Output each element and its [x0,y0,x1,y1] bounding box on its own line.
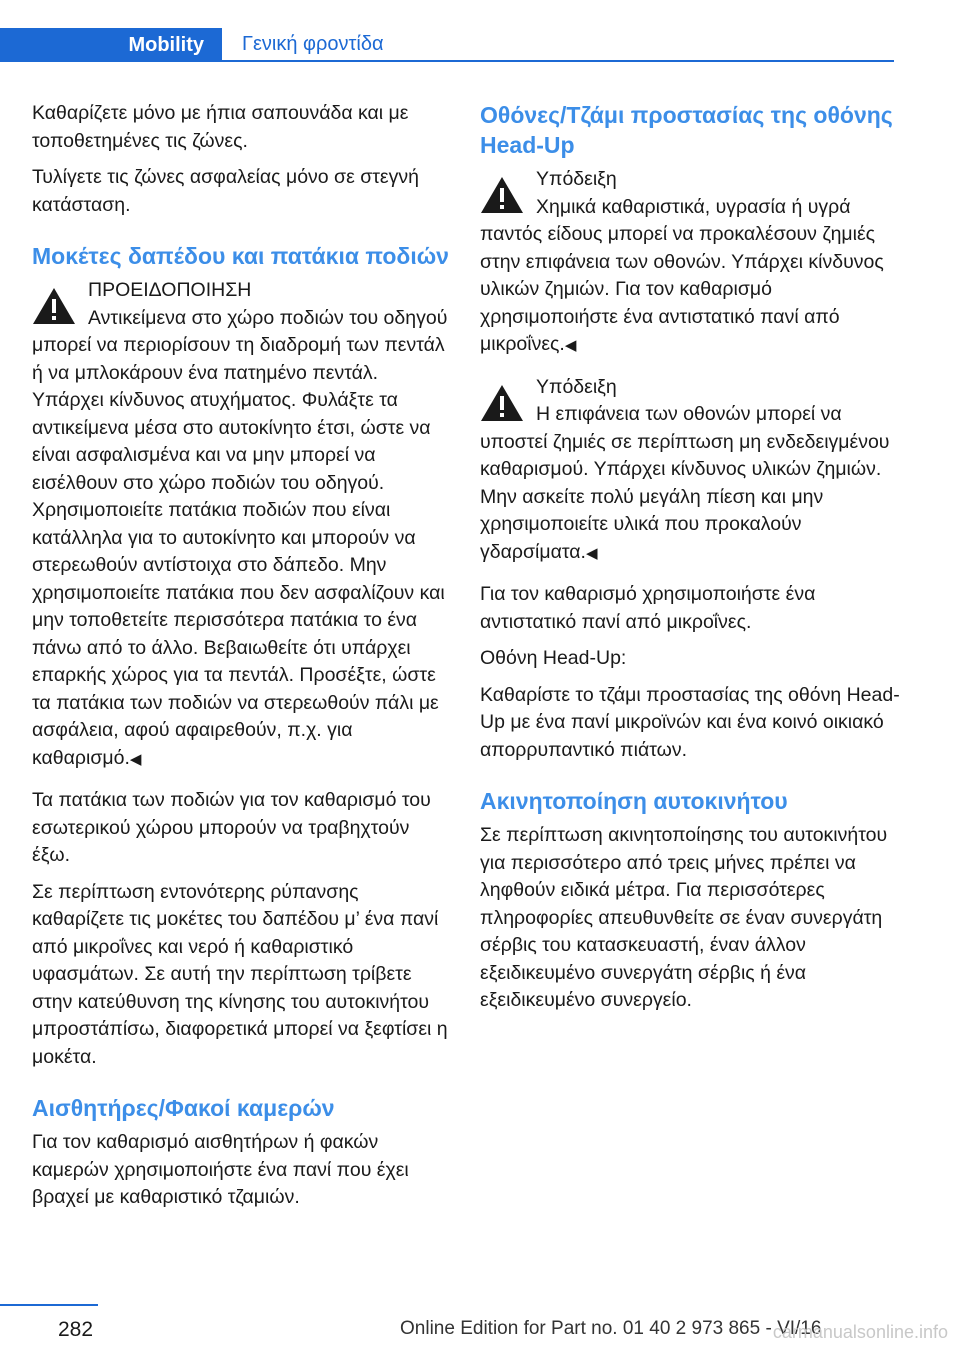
watermark: carmanualsonline.info [772,1322,948,1342]
note-block [480,166,900,360]
paragraph: Τυλίγετε τις ζώνες ασφαλείας μόνο σε στεγνή κατάσταση. [32,166,419,216]
paragraph: Για τον καθαρισμό αισθητήρων ή φακών καμερών χρησιμοποιήστε ένα πανί που έχει βραχεί με καθαριστικό τζαμιών. [32,1131,409,1208]
section-heading-immobilization: Ακινητοποίηση αυτοκινήτου [480,788,788,814]
warning-triangle-icon [32,287,76,325]
end-mark: ◀ [564,337,577,354]
warning-triangle-icon [480,384,524,422]
note-text: Η επιφάνεια των οθονών μπορεί να υποστεί ζημιές σε περίπτωση μη ενδεδειγμένου καθαρισμού. Υπάρχει κίνδυνος υλικών ζημιών. Μην ασκείτε πολύ μεγάλη πίεση και μην χρησιμοποιείτε υλικά που προκαλούν γδαρσίματα.◀ [480,403,890,563]
paragraph: Για τον καθαρισμό χρησιμοποιήστε ένα αντιστατικό πανί από μικροΐνες. [480,583,816,633]
page-number: 282 [58,1318,94,1341]
warning-label: ΠΡΟΕΙΔΟΠΟΙΗΣΗ [88,279,252,301]
left-column [32,100,450,1221]
note-label: Υπόδειξη [536,168,617,190]
end-mark: ◀ [585,544,598,562]
footer-rule [0,1304,98,1306]
section-heading-floor-mats: Μοκέτες δαπέδου και πατάκια ποδιών [32,243,449,269]
edition-text: Online Edition for Part no. 01 40 2 973 865 - VI/16 [400,1318,822,1339]
top-tab-bar [0,0,960,64]
note-label: Υπόδειξη [536,375,617,398]
right-column [480,100,900,1024]
note-text: Χημικά καθαριστικά, υγρασία ή υγρά παντός είδους μπορεί να προκαλέσουν ζημιές στην επιφάνεια των οθονών. Υπάρχει κίνδυνος υλικών ζημιών. Για τον καθαρισμό χρησιμοποιήστε ένα αντιστατικό πανί από μικροΐνες.◀ [480,195,884,355]
paragraph: Καθαρίστε το τζάμι προστασίας της οθόνη Head-Up με ένα πανί μικροϊνών και ένα κοινό οικιακό απορρυπαντικό πιάτων. [480,683,900,761]
note-block [480,374,900,568]
tab-mobility[interactable]: Mobility [0,28,222,62]
warning-text: Αντικείμενα στο χώρο ποδιών του οδηγού μπορεί να περιορίσουν τη διαδρομή των πεντάλ ή να μπλοκάρουν ένα πατημένο πεντάλ. Υπάρχει κίνδυνος ατυχήματος. Φυλάξτε τα αντικείμενα μέσα στο αυτοκίνητο έτσι, ώστε να είναι ασφαλισμένα και να μην μπορεί να εισέλθουν στο χώρο ποδιών του οδηγού. Χρησιμοποιείτε πατάκια ποδιών που είναι κατάλληλα για το αυτοκίνητο και μπορούν να στερεωθούν αντίστοιχα στο δάπεδο. Μην χρησιμοποιείτε πατάκια που δεν ασφαλίζουν και μην τοποθετείτε περισσότερα πατάκια το ένα πάνω από το άλλο. Βεβαιωθείτε ότι υπάρχει επαρκής χώρος για τα πεντάλ. Προσέξτε, ώστε τα πατάκια των ποδιών να στερεωθούν πάλι με ασφάλεια, αφού αφαιρεθούν, π.χ. για καθαρισμό.◀ [32,306,448,769]
section-heading-sensors: Αισθητήρες/Φακοί καμερών [32,1095,335,1121]
paragraph: Οθόνη Head-Up: [480,647,627,669]
paragraph: Τα πατάκια των ποδιών για τον καθαρισμό του εσωτερικού χώρου μπορούν να τραβηχτούν έξω. [32,789,431,866]
warning-block [32,277,450,773]
end-mark: ◀ [129,750,142,768]
paragraph: Καθαρίζετε μόνο με ήπια σαπουνάδα και με τοποθετημένες τις ζώνες. [32,102,409,152]
section-heading-screens: Οθόνες/Τζάμι προστασίας της οθόνης Head-Up [480,102,893,158]
paragraph: Σε περίπτωση εντονότερης ρύπανσης καθαρίζετε τις μοκέτες του δαπέδου μ’ ένα πανί από μικροΐνες και νερό ή καθαριστικό υφασμάτων. Σε αυτή την περίπτωση τρίβετε στην κατεύθυνση της κίνησης του αυτοκινήτου μπροστάπίσω, διαφορετικά μπορεί να ξεφτίσει η μοκέτα. [32,880,448,1068]
warning-triangle-icon [480,176,524,214]
tab-general-care[interactable]: Γενική φροντίδα [222,28,894,62]
paragraph: Σε περίπτωση ακινητοποίησης του αυτοκινήτου για περισσότερο από τρεις μήνες πρέπει να ληφθούν ειδικά μέτρα. Για περισσότερες πληροφορίες απευθυνθείτε σε έναν συνεργάτη σέρβις του κατασκευαστή, έναν άλλον εξειδικευμένο συνεργάτη σέρβις ή ένα εξειδικευμένο συνεργείο. [480,824,888,1011]
